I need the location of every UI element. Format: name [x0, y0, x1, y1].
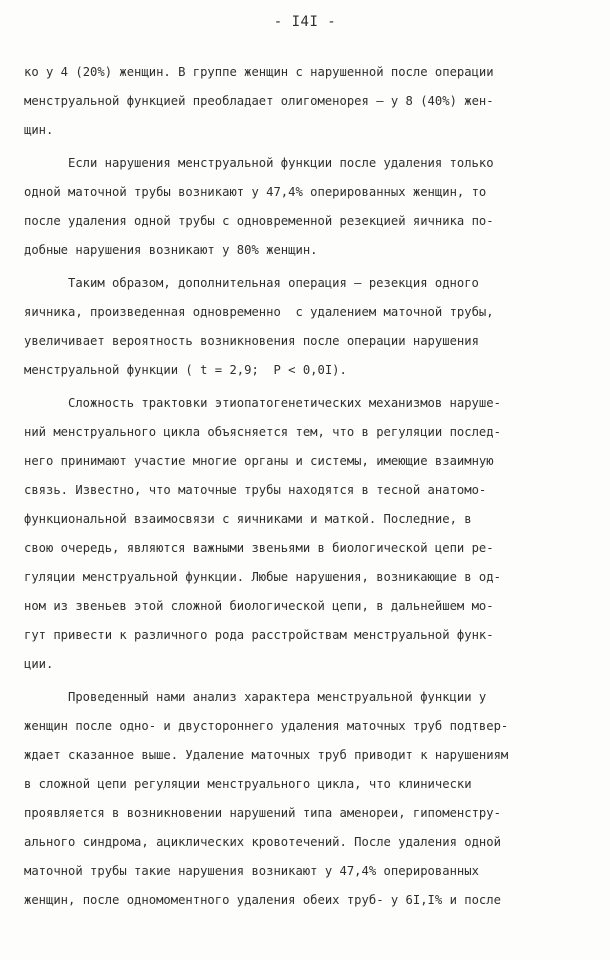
paragraph: [24, 58, 590, 145]
text-line: ном из звеньев этой сложной биологической цепи, в дальнейшем мо-: [24, 599, 494, 613]
text-line: связь. Известно, что маточные трубы находятся в тесной анатомо-: [24, 483, 487, 497]
text-line: гут привести к различного рода расстройствам менструальной функ-: [24, 628, 494, 642]
text-line: ждает сказанное выше. Удаление маточных труб приводит к нарушениям: [24, 748, 509, 762]
text-line: женщин после одно- и двустороннего удаления маточных труб подтвер-: [24, 719, 509, 733]
text-line: щин.: [24, 123, 54, 137]
text-line: добные нарушения возникают у 80% женщин.: [24, 243, 318, 257]
body-text: [24, 58, 590, 915]
text-line: ко у 4 (20%) женщин. В группе женщин с нарушенной после операции: [24, 65, 494, 79]
text-line: проявляется в возникновении нарушений типа аменореи, гипоменстру-: [24, 806, 501, 820]
text-line: увеличивает вероятность возникновения после операции нарушения: [24, 334, 479, 348]
text-line: свою очередь, являются важными звеньями в биологической цепи ре-: [24, 541, 494, 555]
page-number: - I4I -: [273, 14, 337, 30]
paragraph: [24, 683, 590, 915]
text-line: менструальной функции ( t = 2,9; P < 0,0I).: [24, 363, 347, 377]
text-line: него принимают участие многие органы и системы, имеющие взаимную: [24, 454, 494, 468]
text-line: ального синдрома, ациклических кровотечений. После удаления одной: [24, 835, 501, 849]
paragraph: [24, 149, 590, 265]
text-line: ний менструального цикла объясняется тем, что в регуляции послед-: [24, 425, 501, 439]
text-line: менструальной функцией преобладает олигоменорея – у 8 (40%) жен-: [24, 94, 494, 108]
text-line: яичника, произведенная одновременно с удалением маточной трубы,: [24, 305, 494, 319]
text-line: маточной трубы такие нарушения возникают у 47,4% оперированных: [24, 864, 479, 878]
text-line: ции.: [24, 657, 54, 671]
text-line: Проведенный нами анализ характера менструальной функции у: [68, 690, 487, 704]
text-line: одной маточной трубы возникают у 47,4% оперированных женщин, то: [24, 185, 487, 199]
text-line: после удаления одной трубы с одновременной резекцией яичника по-: [24, 214, 494, 228]
text-line: Сложность трактовки этиопатогенетических механизмов наруше-: [68, 396, 501, 410]
text-line: Таким образом, дополнительная операция – резекция одного: [68, 276, 479, 290]
text-line: гуляции менструальной функции. Любые нарушения, возникающие в од-: [24, 570, 501, 584]
paragraph: [24, 389, 590, 679]
text-line: женщин, после одномоментного удаления обеих труб- у 6I,I% и после: [24, 893, 501, 907]
text-line: функциональной взаимосвязи с яичниками и маткой. Последние, в: [24, 512, 472, 526]
text-line: в сложной цепи регуляции менструального цикла, что клинически: [24, 777, 472, 791]
text-line: Если нарушения менструальной функции после удаления только: [68, 156, 494, 170]
paragraph: [24, 269, 590, 385]
